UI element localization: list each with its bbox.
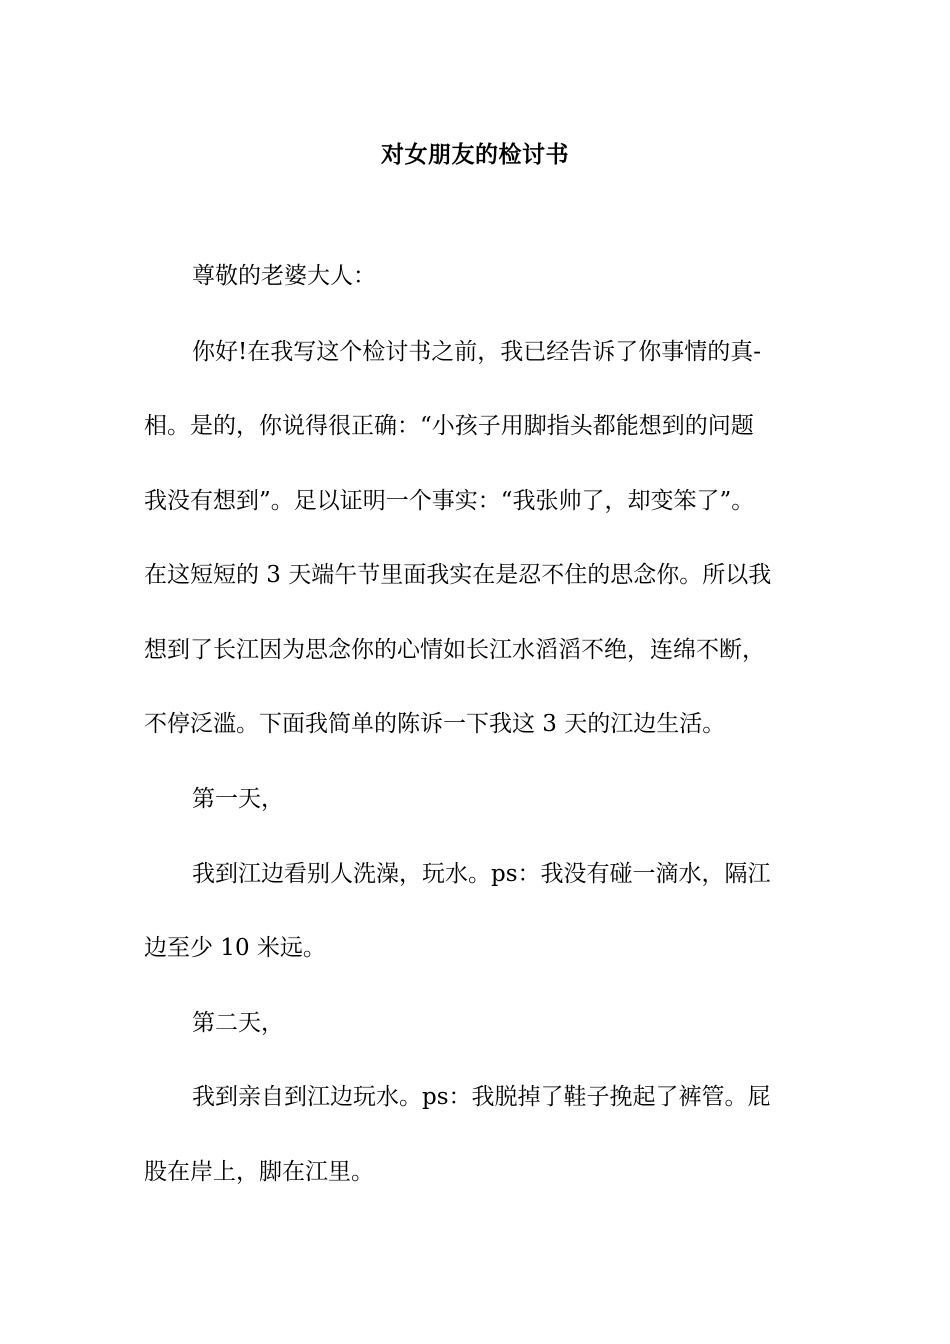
- paragraph-1-line-3: 我没有想到”。足以证明一个事实：“我张帅了，却变笨了”。: [144, 488, 755, 514]
- salutation-line: 尊敬的老婆大人：: [192, 263, 376, 289]
- day-two-line-1: 我到亲自到江边玩水。ps：我脱掉了鞋子挽起了裤管。屁: [192, 1084, 771, 1110]
- paragraph-1-line-2: 相。是的，你说得很正确：“小孩子用脚指头都能想到的问题: [144, 413, 754, 439]
- day-one-line-1: 我到江边看别人洗澡，玩水。ps：我没有碰一滴水，隔江: [192, 861, 771, 887]
- paragraph-1-line-5: 想到了长江因为思念你的心情如长江水滔滔不绝，连绵不断，: [144, 637, 765, 663]
- day-one-heading: 第一天，: [192, 786, 284, 812]
- document-title: 对女朋友的检讨书: [381, 141, 569, 168]
- paragraph-1-line-6: 不停泛滥。下面我简单的陈诉一下我这 3 天的江边生活。: [144, 711, 726, 737]
- day-two-line-2: 股在岸上，脚在江里。: [144, 1159, 374, 1185]
- paragraph-1-line-4: 在这短短的 3 天端午节里面我实在是忍不住的思念你。所以我: [144, 562, 772, 588]
- day-one-line-2: 边至少 10 米远。: [144, 935, 326, 961]
- day-two-heading: 第二天，: [192, 1010, 284, 1036]
- paragraph-1-line-1: 你好!在我写这个检讨书之前，我已经告诉了你事情的真-: [192, 339, 762, 365]
